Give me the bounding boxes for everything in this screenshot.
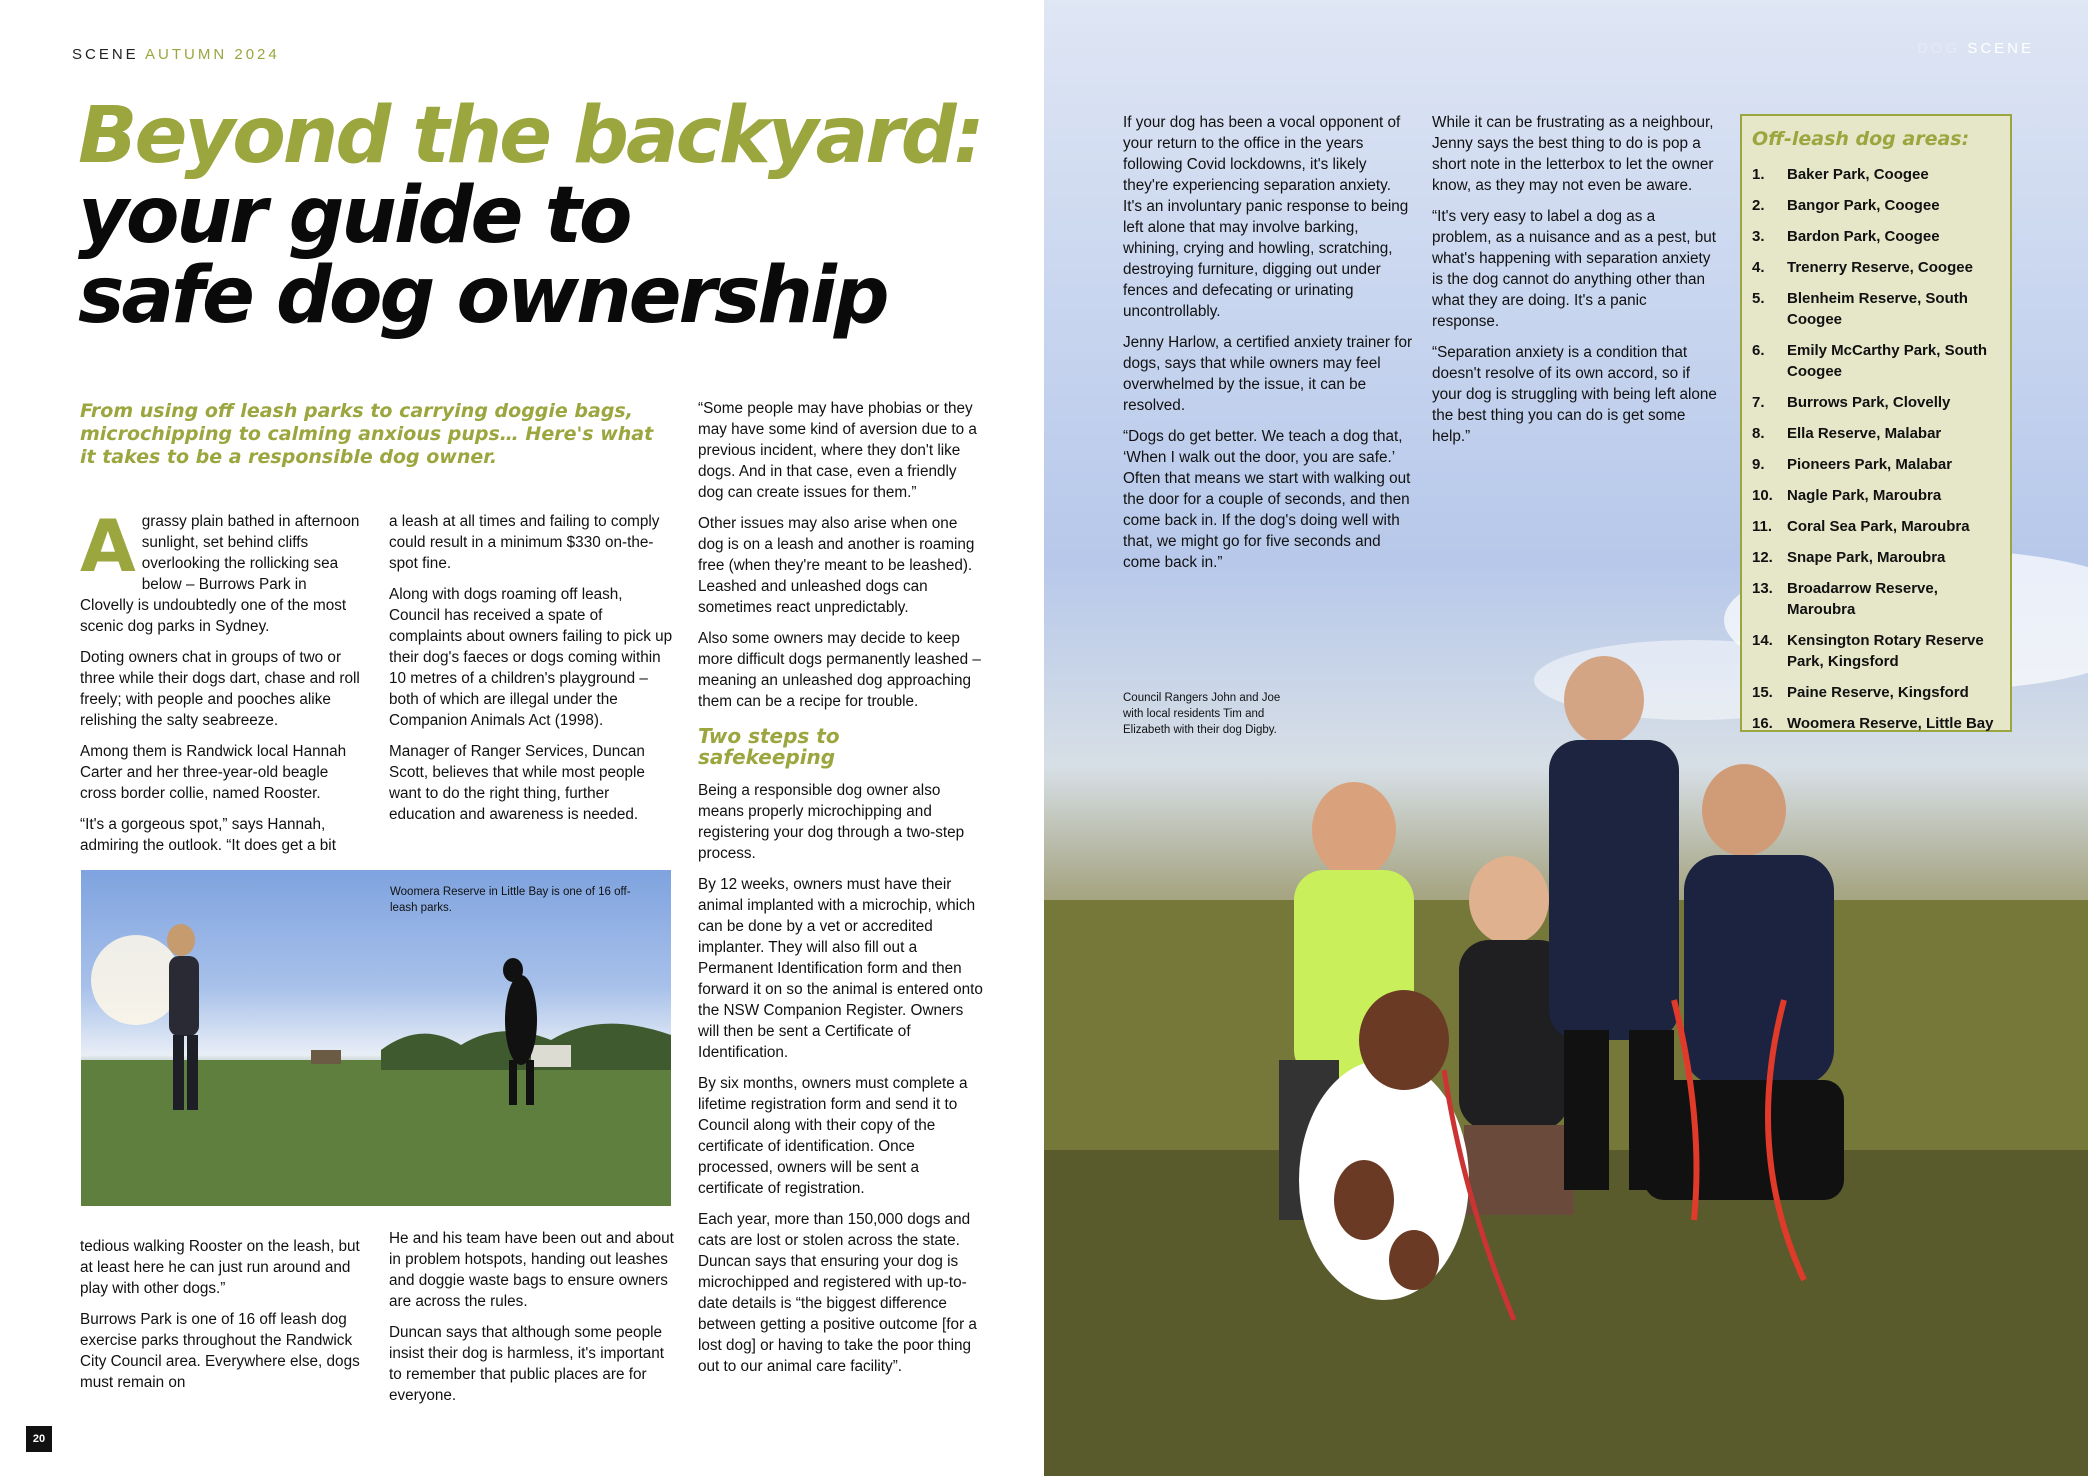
list-item-name: Emily McCarthy Park, South Coogee <box>1787 342 1988 380</box>
photo-caption: Council Rangers John and Joe with local residents Tim and Elizabeth with their dog Digby. <box>1123 692 1281 736</box>
paragraph: Being a responsible dog owner also means properly microchipping and registering your dog through a two-step process. <box>698 782 965 862</box>
list-item-name: Pioneers Park, Malabar <box>1787 456 1953 473</box>
title-line-2: your guide to <box>78 171 630 261</box>
list-item <box>1752 423 2000 444</box>
list-item-number: 6. <box>1752 342 1765 359</box>
off-leash-sidebar <box>1740 114 2012 732</box>
list-item-number: 2. <box>1752 197 1765 214</box>
standfirst: From using off leash parks to carrying doggie bags, microchipping to calming anxious pups… Here's what it takes to be a responsible dog owner. <box>80 400 654 468</box>
list-item-name: Trenerry Reserve, Coogee <box>1787 259 1973 276</box>
list-item-name: Paine Reserve, Kingsford <box>1787 684 1969 701</box>
list-item <box>1752 630 2000 672</box>
paragraph: Burrows Park is one of 16 off leash dog exercise parks throughout the Randwick City Council area. Everywhere else, dogs must remain on <box>80 1311 360 1391</box>
brand-name: SCENE <box>1967 40 2034 57</box>
list-item <box>1752 485 2000 506</box>
list-item-number: 5. <box>1752 290 1765 307</box>
list-item-name: Nagle Park, Maroubra <box>1787 487 1942 504</box>
paragraph: “It's very easy to label a dog as a problem, as a nuisance and as a pest, but what's happening with separation anxiety is the dog cannot do anything other than what they are doing. It's a panic response. <box>1432 208 1717 330</box>
body-column-3 <box>698 398 983 1387</box>
list-item-name: Broadarrow Reserve, Maroubra <box>1787 580 1938 618</box>
list-item-number: 7. <box>1752 394 1765 411</box>
running-header-left <box>72 46 280 63</box>
list-item <box>1752 226 2000 247</box>
list-item-number: 12. <box>1752 549 1773 566</box>
list-item <box>1752 578 2000 620</box>
list-item-name: Bangor Park, Coogee <box>1787 197 1940 214</box>
paragraph: Each year, more than 150,000 dogs and cats are lost or stolen across the state. Duncan says that ensuring your dog is microchipped and registered with up-to-date details is “the biggest difference between getting a positive outcome [for a lost dog] or having to take the poor thing out to our animal care facility”. <box>698 1211 977 1375</box>
paragraph: By 12 weeks, owners must have their animal implanted with a microchip, which can be done by a vet or accredited implanter. They will also fill out a Permanent Identification form and then forward it on so the animal is entered onto the NSW Companion Register. Owners will then be sent a Certificate of Identification. <box>698 876 983 1061</box>
list-item <box>1752 713 2000 734</box>
body-column-2-continued <box>389 1228 674 1416</box>
section-label: DOG <box>1916 40 1961 57</box>
list-item-name: Kensington Rotary Reserve Park, Kingsford <box>1787 632 1984 670</box>
sidebar-title: Off-leash dog areas: <box>1752 128 1970 150</box>
list-item-number: 4. <box>1752 259 1765 276</box>
list-item <box>1752 340 2000 382</box>
title-line-3: safe dog ownership <box>78 251 887 341</box>
list-item-name: Snape Park, Maroubra <box>1787 549 1946 566</box>
title-line-1: Beyond the backyard: <box>78 91 982 181</box>
list-item-number: 3. <box>1752 228 1765 245</box>
list-item-name: Bardon Park, Coogee <box>1787 228 1940 245</box>
list-item-name: Baker Park, Coogee <box>1787 166 1929 183</box>
list-item-name: Coral Sea Park, Maroubra <box>1787 518 1970 535</box>
list-item-number: 14. <box>1752 632 1773 649</box>
issue-label: AUTUMN 2024 <box>145 46 280 63</box>
off-leash-list <box>1752 164 2000 734</box>
list-item <box>1752 516 2000 537</box>
body-column-2 <box>389 511 674 835</box>
list-item-number: 8. <box>1752 425 1765 442</box>
page-number: 20 <box>26 1426 52 1452</box>
list-item-number: 16. <box>1752 715 1773 732</box>
drop-cap: A <box>80 504 136 588</box>
photo-caption: Woomera Reserve in Little Bay is one of 16 off-leash parks. <box>390 886 631 914</box>
paragraph: Other issues may also arise when one dog is on a leash and another is roaming free (when they're meant to be leashed). Leashed and unleashed dogs can sometimes react unpredictably. <box>698 515 975 616</box>
paragraph: Manager of Ranger Services, Duncan Scott, believes that while most people want to do the right thing, further education and awareness is needed. <box>389 743 645 823</box>
paragraph: Along with dogs roaming off leash, Council has received a spate of complaints about owners failing to pick up their dog's faeces or dogs coming within 10 metres of a children's playground – both of which are illegal under the Companion Animals Act (1998). <box>389 586 673 729</box>
paragraph: “Dogs do get better. We teach a dog that, ‘When I walk out the door, you are safe.’ Often that means we start with walking out the door for a couple of seconds, and then come back in. If the dog's doing well with that, we might go for five seconds and come back in.” <box>1123 428 1411 571</box>
park-photo <box>81 870 671 1206</box>
paragraph: “Separation anxiety is a condition that doesn't resolve of its own accord, so if your dog is struggling with being left alone the best thing you can do is get some help.” <box>1432 344 1717 445</box>
list-item <box>1752 547 2000 568</box>
list-item-number: 15. <box>1752 684 1773 701</box>
body-column-4 <box>1123 112 1413 583</box>
list-item <box>1752 454 2000 475</box>
body-column-5 <box>1432 112 1717 457</box>
list-item-name: Blenheim Reserve, South Coogee <box>1787 290 1968 328</box>
list-item <box>1752 164 2000 185</box>
park-photo-illustration <box>81 870 671 1206</box>
paragraph: Duncan says that although some people insist their dog is harmless, it's important to remember that public places are for everyone. <box>389 1324 664 1404</box>
paragraph: By six months, owners must complete a lifetime registration form and send it to Council along with their copy of the certificate of identification. Once processed, owners will be sent a certificate of registration. <box>698 1075 968 1197</box>
paragraph: Also some owners may decide to keep more difficult dogs permanently leashed – meaning an unleashed dog approaching them can be a recipe for trouble. <box>698 630 981 710</box>
list-item-number: 10. <box>1752 487 1773 504</box>
list-item-name: Woomera Reserve, Little Bay <box>1787 715 1994 732</box>
list-item-number: 11. <box>1752 518 1773 535</box>
brand-name: SCENE <box>72 46 139 63</box>
list-item <box>1752 288 2000 330</box>
paragraph: While it can be frustrating as a neighbour, Jenny says the best thing to do is pop a short note in the letterbox to let the owner know, as they may not even be aware. <box>1432 114 1714 194</box>
list-item-name: Ella Reserve, Malabar <box>1787 425 1942 442</box>
list-item <box>1752 392 2000 413</box>
paragraph: a leash at all times and failing to comply could result in a minimum $330 on-the-spot fine. <box>389 513 660 572</box>
list-item-name: Burrows Park, Clovelly <box>1787 394 1951 411</box>
paragraph: Among them is Randwick local Hannah Carter and her three-year-old beagle cross border collie, named Rooster. <box>80 743 347 802</box>
body-column-1-continued <box>80 1236 365 1403</box>
paragraph: If your dog has been a vocal opponent of your return to the office in the years following Covid lockdowns, it's likely they're experiencing separation anxiety. It's an involuntary panic response to being left alone that may involve barking, whining, crying and howling, scratching, destroying furniture, digging out under fences and defecating or urinating uncontrollably. <box>1123 114 1409 320</box>
paragraph: He and his team have been out and about in problem hotspots, handing out leashes and doggie waste bags to ensure owners are across the rules. <box>389 1230 674 1310</box>
list-item-number: 1. <box>1752 166 1765 183</box>
running-header-right <box>1917 40 2034 57</box>
paragraph: tedious walking Rooster on the leash, but at least here he can just run around and play with other dogs.” <box>80 1238 360 1297</box>
article-title <box>78 91 1018 341</box>
paragraph: grassy plain bathed in afternoon sunlight, set behind cliffs overlooking the rollicking sea below – Burrows Park in Clovelly is undoubtedly one of the most scenic dog parks in Sydney. <box>80 513 360 635</box>
paragraph: Doting owners chat in groups of two or three while their dogs dart, chase and roll freely; with people and pooches alike relishing the salty seabreeze. <box>80 649 360 729</box>
paragraph: “It's a gorgeous spot,” says Hannah, admiring the outlook. “It does get a bit <box>80 816 336 854</box>
list-item-number: 9. <box>1752 456 1765 473</box>
paragraph: “Some people may have phobias or they may have some kind of aversion due to a previous incident, where they don't like dogs. And in that case, even a friendly dog can create issues for them.” <box>698 400 977 501</box>
body-column-1 <box>80 504 360 866</box>
list-item <box>1752 257 2000 278</box>
list-item <box>1752 682 2000 703</box>
paragraph: Jenny Harlow, a certified anxiety trainer for dogs, says that while owners may feel overwhelmed by the issue, it can be resolved. <box>1123 334 1413 414</box>
section-subheading: Two steps to safekeeping <box>698 724 840 769</box>
list-item <box>1752 195 2000 216</box>
list-item-number: 13. <box>1752 580 1773 597</box>
